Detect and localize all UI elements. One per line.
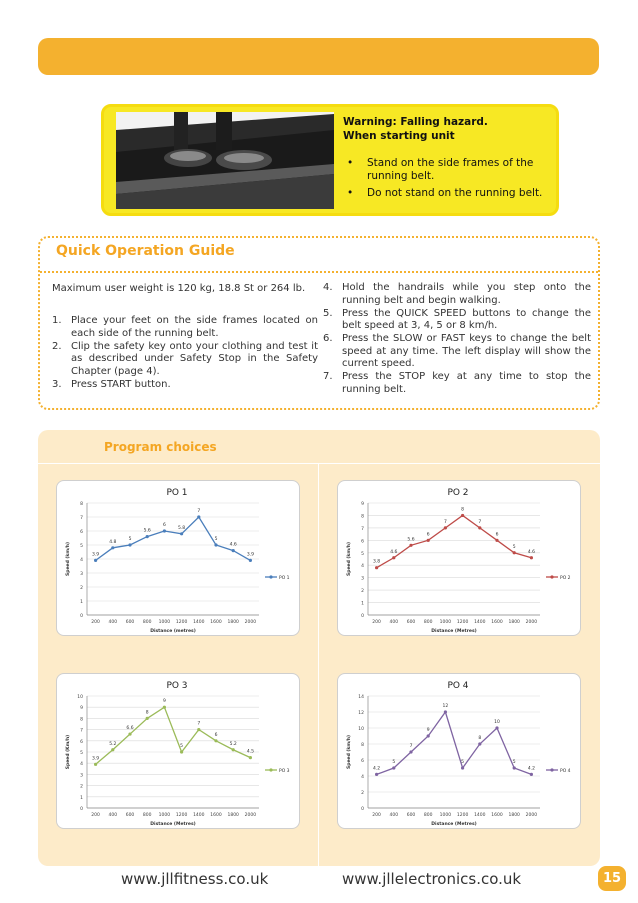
data-point [530, 773, 533, 776]
quick-operation-guide [38, 236, 600, 410]
x-tick-label: 1600 [491, 620, 503, 625]
chart-po1 [56, 480, 300, 636]
data-point [530, 556, 533, 559]
x-tick-label: 1800 [508, 813, 520, 818]
data-point [128, 543, 131, 546]
guide-step [323, 282, 591, 307]
step-number: 4. [323, 282, 333, 293]
program-choices-title: Program choices [104, 440, 217, 454]
data-label: 4.6 [390, 549, 398, 555]
step-text: Clip the safety key onto your clothing and test it as described under Safety Stop in the Safety Chapter (page 4). [71, 340, 318, 377]
footer-link-electronics[interactable]: www.jllelectronics.co.uk [342, 870, 522, 888]
x-axis-label: Distance (Metres) [431, 822, 477, 827]
x-tick-label: 1000 [158, 813, 171, 818]
step-text: Press the SLOW or FAST keys to change the belt speed at any time. The left display will show the current speed. [342, 333, 591, 369]
y-tick-label: 5 [80, 751, 83, 756]
step-number: 7. [323, 371, 333, 382]
y-tick-label: 2 [80, 784, 83, 790]
data-label: 5.6 [143, 528, 151, 534]
data-label: 7 [478, 519, 482, 525]
data-point [495, 726, 498, 729]
x-tick-label: 1800 [227, 620, 239, 625]
data-point [197, 515, 200, 518]
data-label: 6.6 [126, 726, 134, 732]
x-tick-label: 2000 [244, 813, 257, 818]
data-label: 7 [197, 721, 201, 727]
x-tick-label: 800 [142, 620, 152, 625]
data-point [427, 734, 430, 737]
data-label: 4.8 [109, 539, 117, 545]
legend-marker [269, 575, 272, 578]
x-tick-label: 1000 [158, 620, 171, 625]
data-label: 8 [461, 507, 465, 513]
x-tick-label: 200 [91, 813, 100, 818]
data-label: 3.9 [246, 552, 254, 558]
data-point [392, 556, 395, 559]
x-tick-label: 800 [142, 813, 152, 818]
chart-po1-svg [57, 481, 301, 637]
data-label: 4.2 [373, 766, 381, 772]
y-tick-label: 2 [80, 586, 83, 591]
data-label: 5.2 [109, 741, 117, 747]
data-point [375, 566, 378, 569]
legend-label: PO 2 [560, 576, 571, 581]
y-tick-label: 2 [361, 589, 364, 595]
legend-marker [550, 575, 553, 578]
data-point [197, 728, 200, 731]
chart-po3-svg [57, 674, 301, 830]
series-line [96, 517, 251, 560]
data-point [409, 544, 412, 547]
y-tick-label: 7 [80, 516, 83, 521]
data-point [180, 532, 183, 535]
x-tick-label: 1200 [456, 813, 469, 818]
x-tick-label: 200 [372, 813, 381, 818]
data-point [94, 559, 97, 562]
guide-step [52, 341, 318, 379]
data-label: 9 [426, 728, 430, 733]
data-label: 7 [197, 509, 201, 514]
y-tick-label: 7 [361, 526, 364, 532]
x-axis-label: Distance (Metres) [150, 822, 196, 827]
data-point [495, 539, 498, 542]
step-number: 5. [323, 307, 333, 319]
x-tick-label: 1800 [227, 813, 239, 818]
warning-subtitle: When starting unit [343, 130, 455, 142]
x-tick-label: 400 [108, 620, 118, 625]
guide-step [323, 371, 591, 396]
x-tick-label: 2000 [525, 620, 538, 625]
x-tick-label: 1600 [491, 813, 503, 818]
data-point [111, 748, 114, 751]
y-tick-label: 8 [361, 743, 364, 748]
y-tick-label: 1 [361, 601, 364, 607]
data-point [180, 750, 183, 753]
y-tick-label: 12 [358, 711, 364, 716]
data-label: 6 [214, 732, 218, 738]
data-point [513, 766, 516, 769]
data-label: 4.2 [527, 766, 535, 772]
y-tick-label: 1 [80, 795, 83, 801]
data-label: 5 [214, 537, 218, 542]
chart-po4-svg [338, 674, 582, 830]
data-point [94, 763, 97, 766]
step-text: Press the STOP key at any time to stop the running belt. [342, 371, 591, 395]
x-tick-label: 1800 [508, 620, 520, 625]
data-point [163, 529, 166, 532]
x-tick-label: 2000 [244, 620, 257, 625]
chart-title: PO 1 [166, 488, 188, 498]
guide-steps-right [323, 282, 591, 396]
data-label: 5.8 [178, 525, 186, 531]
data-label: 3.8 [373, 559, 381, 565]
x-axis-label: Distance (metres) [150, 629, 196, 634]
data-label: 9 [162, 699, 166, 705]
x-tick-label: 1200 [456, 620, 469, 625]
y-tick-label: 10 [358, 727, 364, 732]
data-point [146, 535, 149, 538]
y-tick-label: 1 [80, 600, 83, 605]
y-tick-label: 3 [80, 572, 83, 577]
data-label: 4.6 [527, 549, 535, 555]
data-label: 5 [512, 544, 516, 550]
x-tick-label: 1000 [439, 620, 452, 625]
panel-divider [38, 463, 600, 464]
y-tick-label: 4 [361, 564, 364, 570]
guide-step [52, 379, 318, 392]
legend-marker [269, 768, 272, 771]
y-tick-label: 6 [361, 759, 364, 764]
step-number: 2. [52, 340, 62, 352]
data-point [214, 543, 217, 546]
chart-title: PO 3 [166, 681, 188, 691]
data-point [146, 717, 149, 720]
data-label: 3.9 [92, 756, 100, 762]
data-point [444, 526, 447, 529]
guide-steps-left [52, 315, 318, 391]
program-choices-panel [38, 430, 600, 866]
step-text: Hold the handrails while you step onto the running belt and begin walking. [342, 282, 591, 306]
data-label: 7 [443, 519, 447, 525]
data-point [461, 514, 464, 517]
x-tick-label: 1400 [474, 813, 486, 818]
y-tick-label: 3 [361, 576, 364, 582]
data-point [232, 748, 235, 751]
legend-label: PO 3 [279, 769, 290, 774]
x-tick-label: 200 [372, 620, 381, 625]
step-number: 3. [52, 378, 62, 390]
x-tick-label: 1000 [439, 813, 452, 818]
x-tick-label: 1400 [193, 813, 205, 818]
header-bar [38, 38, 599, 75]
data-point [163, 706, 166, 709]
data-label: 6 [495, 532, 499, 538]
warning-title: Warning: Falling hazard. [343, 116, 488, 128]
guide-step [323, 333, 591, 371]
y-axis-label: Speed (km/h) [347, 542, 352, 576]
x-tick-label: 1400 [193, 620, 205, 625]
y-axis-label: Speed (km/h) [347, 735, 352, 769]
y-tick-label: 7 [80, 728, 83, 734]
y-tick-label: 4 [361, 775, 364, 780]
chart-po2-svg [338, 481, 582, 637]
chart-po2 [337, 480, 581, 636]
data-label: 10 [494, 720, 500, 725]
data-label: 6 [162, 523, 166, 528]
data-label: 6 [426, 532, 430, 538]
x-tick-label: 800 [423, 620, 433, 625]
step-text: Place your feet on the side frames located on each side of the running belt. [71, 315, 318, 339]
data-label: 5 [128, 537, 132, 542]
guide-divider [40, 271, 598, 273]
x-tick-label: 400 [108, 813, 118, 818]
x-tick-label: 2000 [525, 813, 538, 818]
data-label: 3.9 [92, 552, 100, 558]
x-tick-label: 600 [406, 813, 416, 818]
data-label: 12 [442, 704, 449, 709]
guide-right-column [323, 282, 591, 397]
y-tick-label: 14 [358, 695, 364, 700]
y-tick-label: 9 [361, 502, 364, 507]
data-label: 5 [392, 760, 396, 765]
legend-label: PO 4 [560, 769, 571, 774]
y-tick-label: 3 [80, 773, 83, 779]
data-point [392, 766, 395, 769]
data-label: 5 [512, 760, 516, 765]
guide-intro: Maximum user weight is 120 kg, 18.8 St or 264 lb. [52, 283, 306, 294]
y-axis-label: Speed (Km/h) [66, 734, 71, 770]
y-tick-label: 8 [80, 502, 83, 507]
series-line [96, 707, 251, 764]
data-label: 8 [145, 710, 149, 716]
data-point [128, 732, 131, 735]
y-tick-label: 8 [361, 514, 364, 520]
legend-label: PO 1 [279, 576, 290, 581]
x-tick-label: 1600 [210, 620, 222, 625]
data-point [461, 766, 464, 769]
y-tick-label: 0 [80, 614, 83, 619]
data-point [478, 742, 481, 745]
y-tick-label: 4 [80, 558, 83, 563]
chart-po3 [56, 673, 300, 829]
data-label: 4.5 [246, 749, 254, 755]
data-point [375, 773, 378, 776]
y-tick-label: 10 [77, 695, 83, 700]
x-tick-label: 200 [91, 620, 100, 625]
x-tick-label: 400 [389, 620, 399, 625]
data-label: 8 [478, 736, 482, 741]
chart-po4 [337, 673, 581, 829]
y-tick-label: 0 [80, 807, 83, 812]
data-point [214, 739, 217, 742]
data-point [249, 559, 252, 562]
guide-title: Quick Operation Guide [56, 243, 235, 259]
data-label: 5 [461, 760, 465, 765]
x-tick-label: 600 [125, 813, 135, 818]
data-point [409, 750, 412, 753]
warning-bullet: • Stand on the side frames of the running belt. [343, 157, 553, 183]
data-point [478, 526, 481, 529]
x-tick-label: 1400 [474, 620, 486, 625]
guide-step [323, 308, 591, 333]
y-tick-label: 9 [80, 706, 83, 712]
data-label: 5.2 [229, 741, 237, 747]
chart-title: PO 2 [447, 488, 469, 498]
warning-list [343, 157, 553, 200]
series-line [377, 515, 532, 567]
y-tick-label: 0 [361, 807, 364, 812]
treadmill-photo [116, 112, 334, 209]
x-tick-label: 1600 [210, 813, 222, 818]
step-number: 6. [323, 333, 333, 344]
y-tick-label: 2 [361, 791, 364, 796]
x-tick-label: 600 [406, 620, 416, 625]
y-tick-label: 6 [361, 539, 364, 545]
data-point [111, 546, 114, 549]
series-line [377, 712, 532, 774]
step-text: Press the QUICK SPEED buttons to change the belt speed at 3, 4, 5 or 8 km/h. [342, 307, 591, 331]
page-number: 15 [598, 866, 626, 891]
data-label: 5.6 [407, 537, 415, 543]
footer-link-fitness[interactable]: www.jllfitness.co.uk [121, 870, 269, 888]
y-tick-label: 8 [80, 717, 83, 723]
warning-text [343, 115, 553, 204]
x-tick-label: 400 [389, 813, 399, 818]
x-axis-label: Distance (Metres) [431, 629, 477, 634]
legend-marker [550, 768, 553, 771]
warning-box [101, 104, 559, 216]
panel-divider [318, 463, 319, 866]
data-point [427, 539, 430, 542]
x-tick-label: 800 [423, 813, 433, 818]
warning-bullet: • Do not stand on the running belt. [343, 187, 553, 200]
chart-title: PO 4 [447, 681, 469, 691]
data-point [249, 756, 252, 759]
data-point [513, 551, 516, 554]
data-point [444, 710, 447, 713]
y-tick-label: 0 [361, 614, 364, 619]
y-tick-label: 6 [80, 739, 83, 745]
x-tick-label: 1200 [175, 620, 188, 625]
x-tick-label: 600 [125, 620, 135, 625]
guide-step [52, 315, 318, 340]
y-tick-label: 4 [80, 762, 83, 768]
x-tick-label: 1200 [175, 813, 188, 818]
y-tick-label: 6 [80, 530, 83, 535]
y-axis-label: Speed (km/h) [66, 542, 71, 576]
step-number: 1. [52, 315, 62, 326]
guide-left-column [52, 282, 318, 392]
data-label: 5 [180, 744, 184, 749]
y-tick-label: 5 [80, 544, 83, 549]
step-text: Press START button. [71, 378, 171, 390]
data-label: 4.6 [229, 542, 237, 548]
data-label: 7 [409, 744, 413, 749]
data-point [232, 549, 235, 552]
y-tick-label: 5 [361, 551, 364, 557]
